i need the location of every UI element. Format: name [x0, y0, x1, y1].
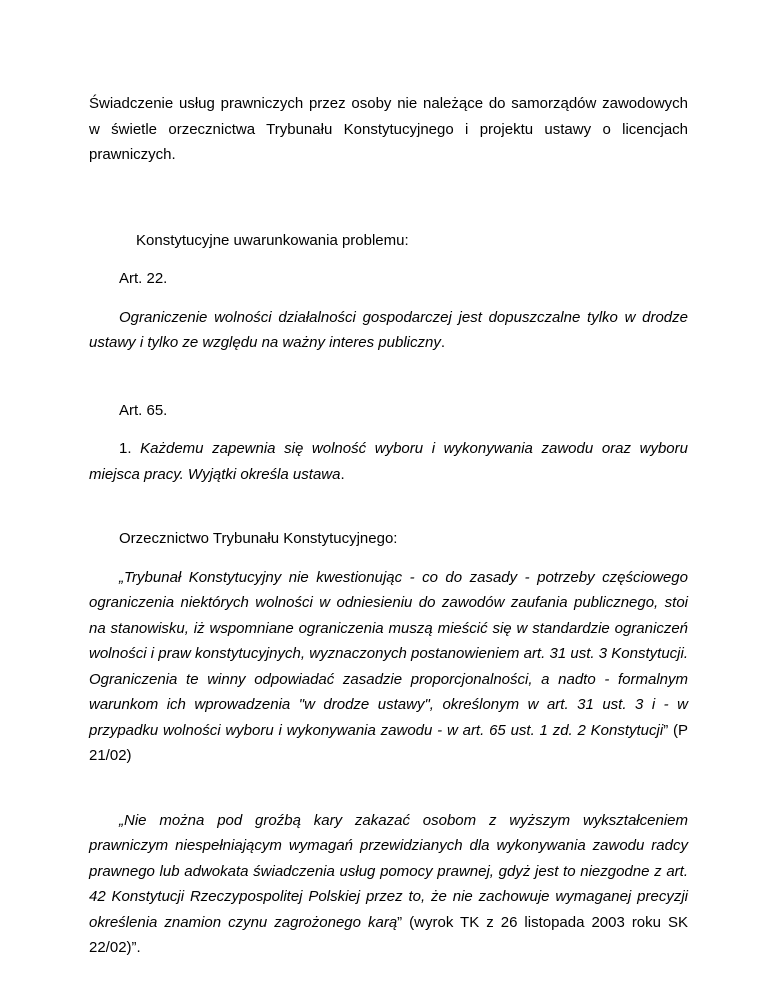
section-heading: Konstytucyjne uwarunkowania problemu:	[136, 231, 409, 249]
article-65-label: Art. 65.	[119, 401, 168, 419]
article-65-end: .	[340, 465, 345, 483]
article-22-end: .	[440, 334, 446, 351]
quote-2-citation: ” (wyrok TK z 26 listopada 2003 roku SK 22/02)”.	[89, 913, 689, 956]
article-65-text	[89, 436, 688, 487]
quote-2-text: „Nie można pod groźbą kary zakazać osobom z wyższym wykształceniem prawniczym niespełniającym wymagań przewidzianych dla wykonywania zawodu radcy prawnego lub adwokata świadczenia usług pomocy prawnej, gdyż jest to niezgodne z art. 42 Konstytucji Rzeczypospolitej Polskiej przez to, że nie zachowuje wymaganej precyzji określenia znamion czynu zagrożonego karą	[89, 811, 688, 931]
case-law-quote-1	[89, 565, 688, 769]
quote-1-citation: ” (P 21/02)	[89, 721, 688, 764]
article-22-text	[89, 305, 688, 356]
case-law-quote-2	[89, 808, 688, 961]
article-65-number: 1.	[119, 440, 132, 457]
document-title: Świadczenie usług prawniczych przez osoby nie należące do samorządów zawodowych w świetle orzecznictwa Trybunału Konstytucyjnego i projektu ustawy o licencjach prawniczych.	[89, 95, 688, 163]
article-22-quote: Ograniczenie wolności działalności gospodarczej jest dopuszczalne tylko w drodze ustawy i tylko ze względu na ważny interes publiczny	[89, 308, 688, 351]
article-22-label: Art. 22.	[119, 270, 168, 287]
quote-1-text: „Trybunał Konstytucyjny nie kwestionując - co do zasady - potrzeby częściowego ograniczenia niektórych wolności w odniesieniu do zawodów zaufania publicznego, stoi na stanowisku, iż wspomniane ograniczenia muszą mieścić się w standardzie ograniczeń wolności i praw konstytucyjnych, wyznaczonych postanowieniem art. 31 ust. 3 Konstytucji. Ograniczenia te winny odpowiadać zasadzie proporcjonalności, a nadto - formalnym warunkom ich wprowadzenia "w drodze ustawy", określonym w art. 31 ust. 3 i - w przypadku wolności wyboru i wykonywania zawodu - w art. 65 ust. 1 zd. 2 Konstytucji	[89, 568, 688, 739]
case-law-heading: Orzecznictwo Trybunału Konstytucyjnego:	[119, 530, 398, 547]
article-65-quote: Każdemu zapewnia się wolność wyboru i wykonywania zawodu oraz wyboru miejsca pracy. Wyjątki określa ustawa	[89, 440, 688, 483]
